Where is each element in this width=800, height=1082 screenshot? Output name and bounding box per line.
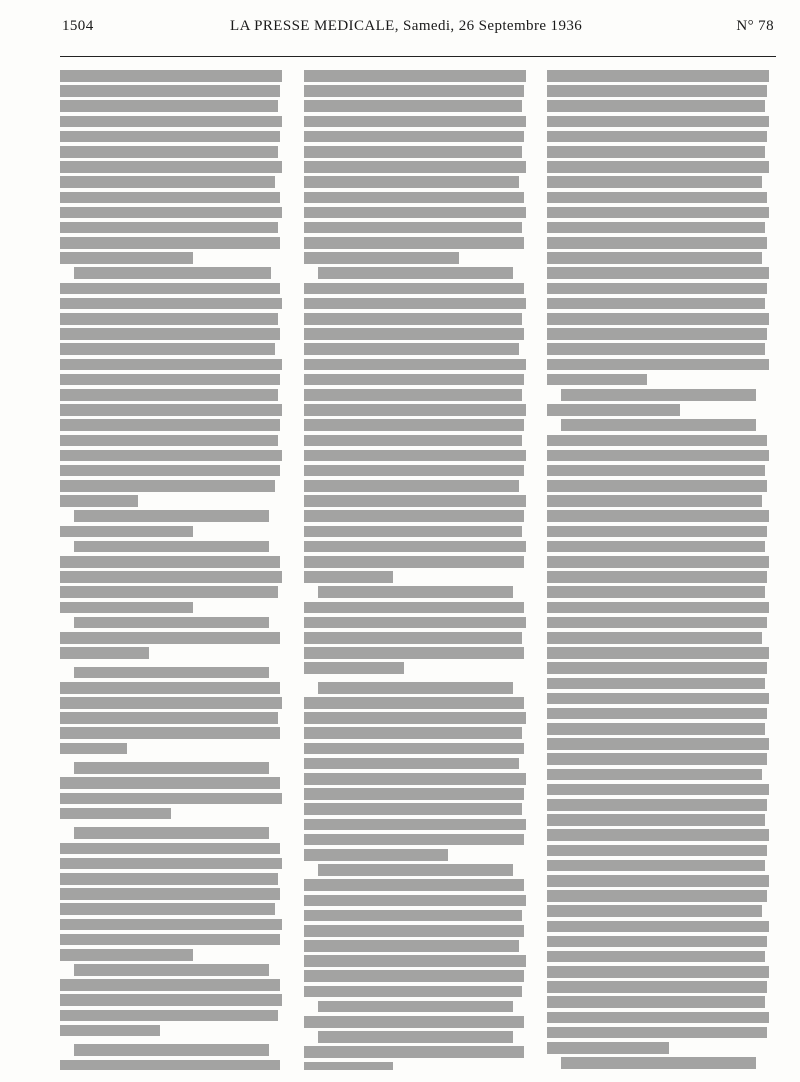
text-line [60, 934, 280, 946]
text-line [60, 100, 278, 112]
text-line [60, 419, 280, 431]
text-line [60, 903, 275, 915]
text-line [74, 762, 269, 774]
text-line [304, 510, 524, 522]
text-line [74, 541, 269, 553]
text-line [60, 328, 280, 340]
text-line [74, 267, 271, 279]
text-line [547, 602, 769, 614]
text-line [547, 252, 762, 264]
text-line [547, 784, 769, 796]
text-line [60, 374, 280, 386]
text-line [547, 799, 767, 811]
text-line [318, 682, 513, 694]
text-line [304, 131, 524, 143]
text-line [304, 435, 522, 447]
text-line [547, 267, 769, 279]
text-line [60, 873, 278, 885]
text-line [60, 404, 282, 416]
text-line [60, 712, 278, 724]
text-line [547, 146, 765, 158]
text-line [74, 667, 269, 679]
journal-title: LA PRESSE MEDICALE, Samedi, 26 Septembre 1936 [230, 18, 583, 34]
text-line [60, 495, 138, 507]
text-line [547, 374, 647, 386]
text-line [547, 753, 767, 765]
text-line [74, 510, 269, 522]
text-line [304, 359, 526, 371]
text-line [304, 237, 524, 249]
running-header [62, 18, 774, 44]
text-line [304, 389, 522, 401]
text-line [60, 85, 280, 97]
text-line [547, 708, 767, 720]
text-line [318, 1001, 513, 1013]
text-line [60, 283, 280, 295]
text-line [60, 682, 280, 694]
text-line [304, 100, 522, 112]
text-line [547, 450, 769, 462]
text-line [60, 450, 282, 462]
text-line [561, 1057, 756, 1069]
text-line [60, 298, 282, 310]
text-line [60, 647, 149, 659]
text-line [547, 495, 762, 507]
text-line [304, 879, 524, 891]
text-line [547, 222, 765, 234]
text-line [60, 808, 171, 820]
text-line [304, 526, 522, 538]
text-line [547, 1042, 669, 1054]
text-line [304, 849, 448, 861]
text-line [304, 161, 526, 173]
text-line [60, 777, 280, 789]
text-line [60, 586, 278, 598]
text-line [304, 116, 526, 128]
text-line [304, 819, 526, 831]
text-line [547, 571, 767, 583]
text-line [60, 359, 282, 371]
text-line [547, 161, 769, 173]
text-line [60, 131, 280, 143]
text-line [547, 1027, 767, 1039]
text-column-middle [304, 70, 526, 1070]
text-line [304, 955, 526, 967]
text-line [547, 237, 767, 249]
text-line [60, 252, 193, 264]
text-line [304, 192, 524, 204]
text-line [304, 970, 524, 982]
text-line [547, 131, 767, 143]
text-line [547, 723, 765, 735]
text-line [304, 328, 524, 340]
text-line [304, 1062, 393, 1070]
text-line [318, 864, 513, 876]
text-line [60, 919, 282, 931]
text-line [547, 480, 767, 492]
text-line [304, 571, 393, 583]
text-line [60, 949, 193, 961]
text-line [547, 981, 767, 993]
text-line [547, 176, 762, 188]
text-line [304, 146, 522, 158]
text-line [60, 743, 127, 755]
issue-number: N° 78 [736, 18, 774, 34]
text-line [547, 526, 767, 538]
text-line [60, 994, 282, 1006]
text-line [304, 207, 526, 219]
text-line [304, 910, 522, 922]
text-line [547, 845, 767, 857]
text-line [547, 313, 769, 325]
text-line [60, 1060, 280, 1070]
text-line [304, 419, 524, 431]
text-line [547, 905, 762, 917]
text-line [60, 465, 280, 477]
text-line [60, 632, 280, 644]
text-line [304, 495, 526, 507]
text-line [304, 697, 524, 709]
text-line [60, 697, 282, 709]
text-line [547, 678, 765, 690]
text-line [60, 793, 282, 805]
text-column-left [60, 70, 282, 1070]
text-line [60, 343, 275, 355]
text-line [304, 895, 526, 907]
text-line [304, 758, 519, 770]
text-line [547, 662, 767, 674]
text-line [60, 480, 275, 492]
text-line [60, 313, 278, 325]
text-line [547, 617, 767, 629]
text-line [304, 632, 522, 644]
text-line [304, 176, 519, 188]
text-line [547, 541, 765, 553]
text-line [304, 70, 526, 82]
text-line [304, 617, 526, 629]
text-line [547, 359, 769, 371]
text-line [547, 100, 765, 112]
text-line [547, 465, 765, 477]
text-line [60, 1010, 278, 1022]
text-line [547, 829, 769, 841]
text-line [304, 374, 524, 386]
text-line [547, 966, 769, 978]
header-rule [60, 56, 776, 57]
text-line [547, 860, 765, 872]
text-line [304, 556, 524, 568]
text-line [304, 743, 524, 755]
text-line [60, 207, 282, 219]
text-line [304, 834, 524, 846]
page-number: 1504 [62, 18, 94, 34]
text-line [60, 727, 280, 739]
text-line [547, 435, 767, 447]
text-line [547, 875, 769, 887]
text-line [304, 480, 519, 492]
text-line [304, 940, 519, 952]
text-line [60, 192, 280, 204]
text-line [304, 1046, 524, 1058]
text-line [60, 556, 280, 568]
text-line [60, 888, 280, 900]
text-line [547, 298, 765, 310]
text-line [547, 343, 765, 355]
text-line [547, 85, 767, 97]
text-line [547, 116, 769, 128]
text-line [304, 343, 519, 355]
text-line [304, 404, 526, 416]
text-line [74, 964, 269, 976]
text-line [547, 510, 769, 522]
text-line [304, 252, 459, 264]
text-line [304, 1016, 524, 1028]
text-line [547, 647, 769, 659]
text-line [304, 727, 522, 739]
text-line [304, 647, 524, 659]
text-line [74, 617, 269, 629]
text-line [60, 1025, 160, 1037]
text-line [74, 827, 269, 839]
text-line [547, 814, 765, 826]
text-line [74, 1044, 269, 1056]
text-line [60, 571, 282, 583]
text-line [60, 602, 193, 614]
text-line [60, 435, 278, 447]
text-line [60, 526, 193, 538]
text-line [318, 267, 513, 279]
text-line [547, 328, 767, 340]
text-line [547, 890, 767, 902]
text-line [547, 586, 765, 598]
text-line [304, 85, 524, 97]
text-line [547, 769, 762, 781]
text-line [60, 843, 280, 855]
text-line [304, 662, 404, 674]
text-line [547, 1012, 769, 1024]
text-line [60, 979, 280, 991]
text-line [304, 986, 522, 998]
text-line [304, 450, 526, 462]
text-line [547, 192, 767, 204]
text-line [318, 1031, 513, 1043]
text-line [547, 556, 769, 568]
text-line [60, 176, 275, 188]
text-line [60, 389, 278, 401]
text-line [60, 70, 282, 82]
text-line [304, 925, 524, 937]
text-line [304, 803, 522, 815]
text-line [547, 70, 769, 82]
text-line [304, 283, 524, 295]
text-line [60, 161, 282, 173]
text-line [60, 858, 282, 870]
text-line [547, 404, 680, 416]
text-column-right [547, 70, 769, 1070]
text-line [60, 116, 282, 128]
text-line [304, 541, 526, 553]
text-line [60, 237, 280, 249]
text-line [60, 222, 278, 234]
text-line [547, 951, 765, 963]
text-line [304, 773, 526, 785]
text-line [547, 283, 767, 295]
text-line [547, 693, 769, 705]
text-line [304, 788, 524, 800]
text-line [561, 419, 756, 431]
text-line [547, 996, 765, 1008]
text-line [60, 146, 278, 158]
text-line [304, 298, 526, 310]
text-line [304, 222, 522, 234]
text-line [304, 602, 524, 614]
text-line [547, 207, 769, 219]
text-line [547, 921, 769, 933]
text-line [561, 389, 756, 401]
text-line [547, 738, 769, 750]
text-line [547, 936, 767, 948]
text-line [304, 465, 524, 477]
text-line [318, 586, 513, 598]
text-line [547, 632, 762, 644]
text-line [304, 313, 522, 325]
text-line [304, 712, 526, 724]
